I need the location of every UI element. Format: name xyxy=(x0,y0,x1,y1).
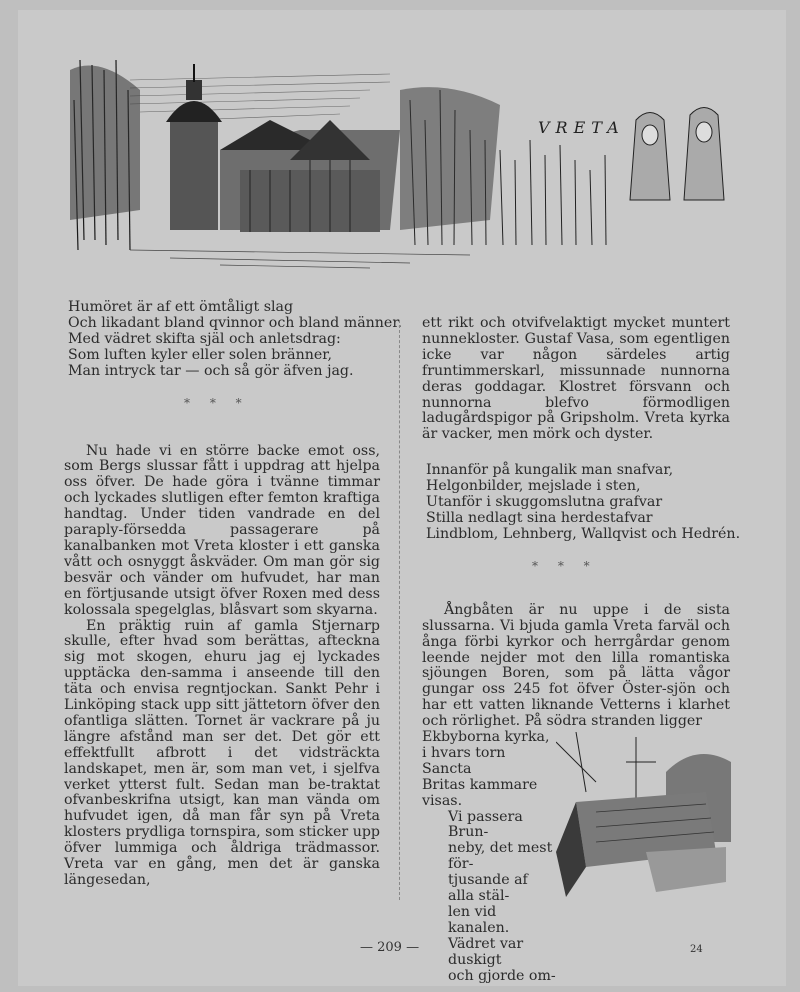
text-line: Vi passera Brun- xyxy=(448,808,523,841)
left-poem xyxy=(64,299,403,380)
text-line: Ekbyborna kyrka, xyxy=(422,729,550,746)
poem-line: Humöret är af ett ömtåligt slag xyxy=(68,299,294,315)
church-sketch xyxy=(70,60,730,270)
text-line: neby, det mest för- xyxy=(448,840,553,873)
wrapped-text-ekbyborna xyxy=(422,730,552,810)
right-poem xyxy=(422,462,741,543)
left-column xyxy=(64,299,403,889)
asterisks: * * * xyxy=(532,558,598,573)
text-line: i hvars torn Sancta xyxy=(422,744,506,777)
text-line: visas. xyxy=(422,792,463,809)
section-divider-stars xyxy=(422,553,730,585)
page-number: — 209 — xyxy=(360,940,420,955)
asterisks: * * * xyxy=(184,395,250,410)
sheet-signature: 24 xyxy=(690,944,703,955)
text-line: Vädret var duskigt xyxy=(448,935,524,968)
poem-line: Stilla nedlagt sina herdestafvar xyxy=(426,509,653,526)
text-line: och gjorde om- xyxy=(448,967,556,984)
poem-line: Innanför på kungalik man snafvar, xyxy=(426,462,674,479)
poem-line: Lindblom, Lehnberg, Wallqvist och Hedrén. xyxy=(426,525,741,542)
steamboat-illustration xyxy=(556,732,734,902)
wrapped-text-brunneby xyxy=(422,810,558,985)
right-paragraph-2: Ångbåten är nu uppe i de sista slussarna. Vi bjuda gamla Vreta farväl och ånga förbi kyrkor och herrgårdar genom leende nejder mot den lilla romantiska sjöungen Boren, som på lätta vågor gungar oss 245 fot öfver Öster-sjön och har ett vatten liknande Vetterns i klarhet och rörlighet. På södra stranden ligger xyxy=(422,601,730,730)
text-line: len vid kanalen. xyxy=(448,904,510,936)
text-line: tjusande af alla stäl- xyxy=(448,872,528,905)
poem-line: Utanför i skuggomslutna grafvar xyxy=(426,494,663,511)
text-line: Britas kammare xyxy=(422,776,538,793)
column-divider xyxy=(399,320,400,900)
poem-line: Och likadant bland qvinnor och bland männer. xyxy=(68,314,403,331)
illustration-label: VRETA xyxy=(538,118,625,137)
poem-line: Med vädret skifta själ och anletsdrag: xyxy=(68,330,341,347)
vreta-illustration xyxy=(70,60,730,270)
poem-line: Man intryck tar — och så gör äfven jag. xyxy=(68,362,354,379)
left-paragraph-2: En präktig ruin af gamla Stjernarp skulle, efter hvad som berättas, afteckna sig mot skogen, ehuru jag ej lyckades upptäcka den-samma i anseende till den täta och envisa regntjockan. Sankt Pehr i Linköping stack upp sitt jättetorn öfver den ofantliga slätten. Tornet är vackrare på ju längre afstånd man ser det. Det gör ett effektfullt afbrott i det vidsträckta landskapet, men är, som man vet, i sjelfva verket ytterst fult. Sedan man be-traktat ofvanbeskrifna utsigt, kan man vända om hufvudet igen, då man får syn på Vreta klosters prydliga tornspira, som sticker upp öfver lummiga och åldriga trädmassor. Vreta var en gång, men det är ganska längesedan, xyxy=(64,617,380,888)
right-paragraph-1: ett rikt och otvifvelaktigt mycket muntert nunnekloster. Gustaf Vasa, som egentligen icke var någon särdeles artig fruntimmerskarl, missunnade nunnorna deras goddagar. Klostret försvann och nunnorna blefvo förmodligen ladugårdspigor på Gripsholm. Vreta kyrka är vacker, men mörk och dyster. xyxy=(422,315,730,443)
left-paragraph-1: Nu hade vi en större backe emot oss, som Bergs slussar fått i uppdrag att hjelpa oss öfver. De hade göra i tvänne timmar och lyckades slutligen efter femton kraftiga handtag. Under tiden vandrade en del paraply-försedda passagerare på kanalbanken mot Vreta kloster i ett ganska vått och osnyggt åskväder. Om man gör sig besvär och vänder om hufvudet, har man en förtjusande utsigt öfver Roxen med dess kolossala spegelglas, blåsvart som skyarna. xyxy=(64,442,380,618)
poem-line: Helgonbilder, mejslade i sten, xyxy=(426,478,641,495)
section-divider-stars xyxy=(64,394,380,426)
poem-line: Som luften kyler eller solen bränner, xyxy=(68,346,333,363)
steamboat-sketch xyxy=(556,732,734,902)
